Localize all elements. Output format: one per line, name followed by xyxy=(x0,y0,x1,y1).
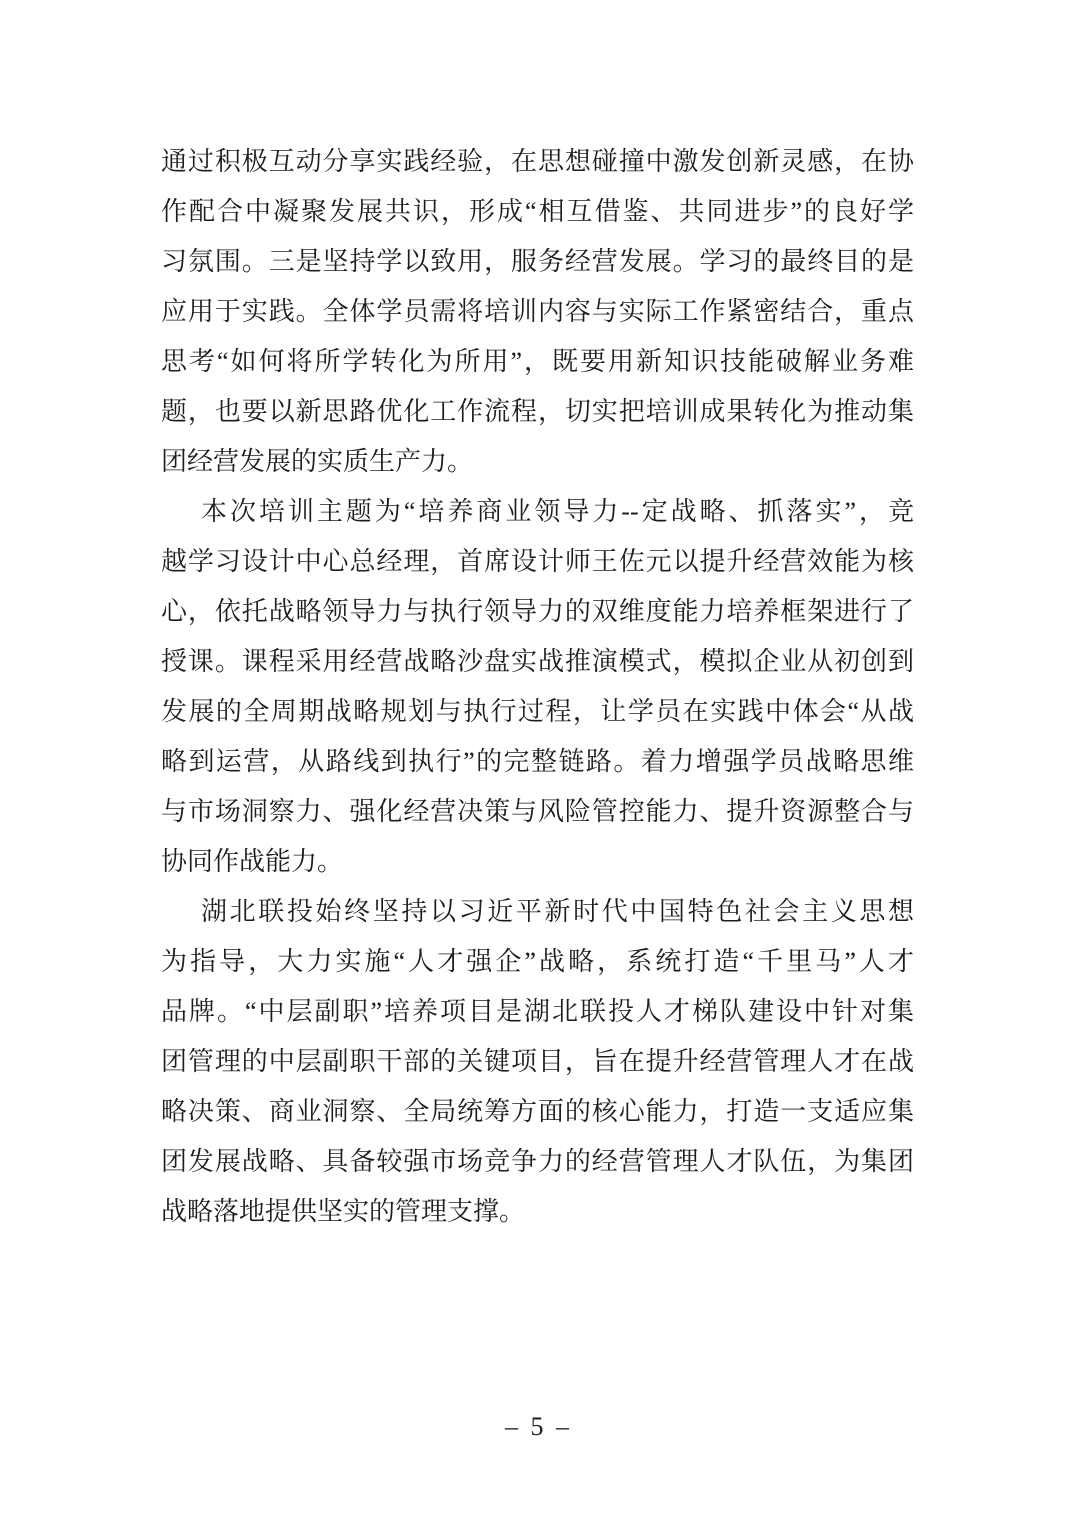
text-line: 与市场洞察力、强化经营决策与风险管控能力、提升资源整合与 xyxy=(161,797,914,826)
text-line: 协同作战能力。 xyxy=(161,847,344,876)
text-line: 应用于实践。全体学员需将培训内容与实际工作紧密结合，重点 xyxy=(161,297,914,326)
page-number: – 5 – xyxy=(505,1412,569,1441)
text-line: 团管理的中层副职干部的关键项目，旨在提升经营管理人才在战 xyxy=(161,1047,914,1076)
text-line: 授课。课程采用经营战略沙盘实战推演模式，模拟企业从初创到 xyxy=(161,647,914,676)
text-line: 团经营发展的实质生产力。 xyxy=(161,447,474,476)
text-line: 心，依托战略领导力与执行领导力的双维度能力培养框架进行了 xyxy=(161,597,914,626)
text-line: 团发展战略、具备较强市场竞争力的经营管理人才队伍，为集团 xyxy=(161,1147,914,1176)
text-line: 越学习设计中心总经理，首席设计师王佐元以提升经营效能为核 xyxy=(161,547,914,576)
text-line: 略到运营，从路线到执行”的完整链路。着力增强学员战略思维 xyxy=(161,747,914,776)
text-line: 习氛围。三是坚持学以致用，服务经营发展。学习的最终目的是 xyxy=(161,247,914,276)
text-line: 发展的全周期战略规划与执行过程，让学员在实践中体会“从战 xyxy=(161,697,914,726)
text-line: 本次培训主题为“培养商业领导力--定战略、抓落实”，竞 xyxy=(201,497,914,526)
text-line: 通过积极互动分享实践经验，在思想碰撞中激发创新灵感，在协 xyxy=(161,147,914,176)
page-footer xyxy=(0,1402,1074,1452)
paragraph xyxy=(161,887,914,1237)
document-body xyxy=(161,137,914,1237)
text-line: 战略落地提供坚实的管理支撑。 xyxy=(161,1197,526,1226)
text-line: 为指导，大力实施“人才强企”战略，系统打造“千里马”人才 xyxy=(161,947,914,976)
text-line: 略决策、商业洞察、全局统筹方面的核心能力，打造一支适应集 xyxy=(161,1097,914,1126)
text-line: 思考“如何将所学转化为所用”，既要用新知识技能破解业务难 xyxy=(161,347,914,376)
text-line: 品牌。“中层副职”培养项目是湖北联投人才梯队建设中针对集 xyxy=(161,997,914,1026)
paragraph xyxy=(161,137,914,487)
text-line: 题，也要以新思路优化工作流程，切实把培训成果转化为推动集 xyxy=(161,397,914,426)
text-line: 湖北联投始终坚持以习近平新时代中国特色社会主义思想 xyxy=(201,897,914,926)
text-line: 作配合中凝聚发展共识，形成“相互借鉴、共同进步”的良好学 xyxy=(161,197,914,226)
paragraph xyxy=(161,487,914,887)
